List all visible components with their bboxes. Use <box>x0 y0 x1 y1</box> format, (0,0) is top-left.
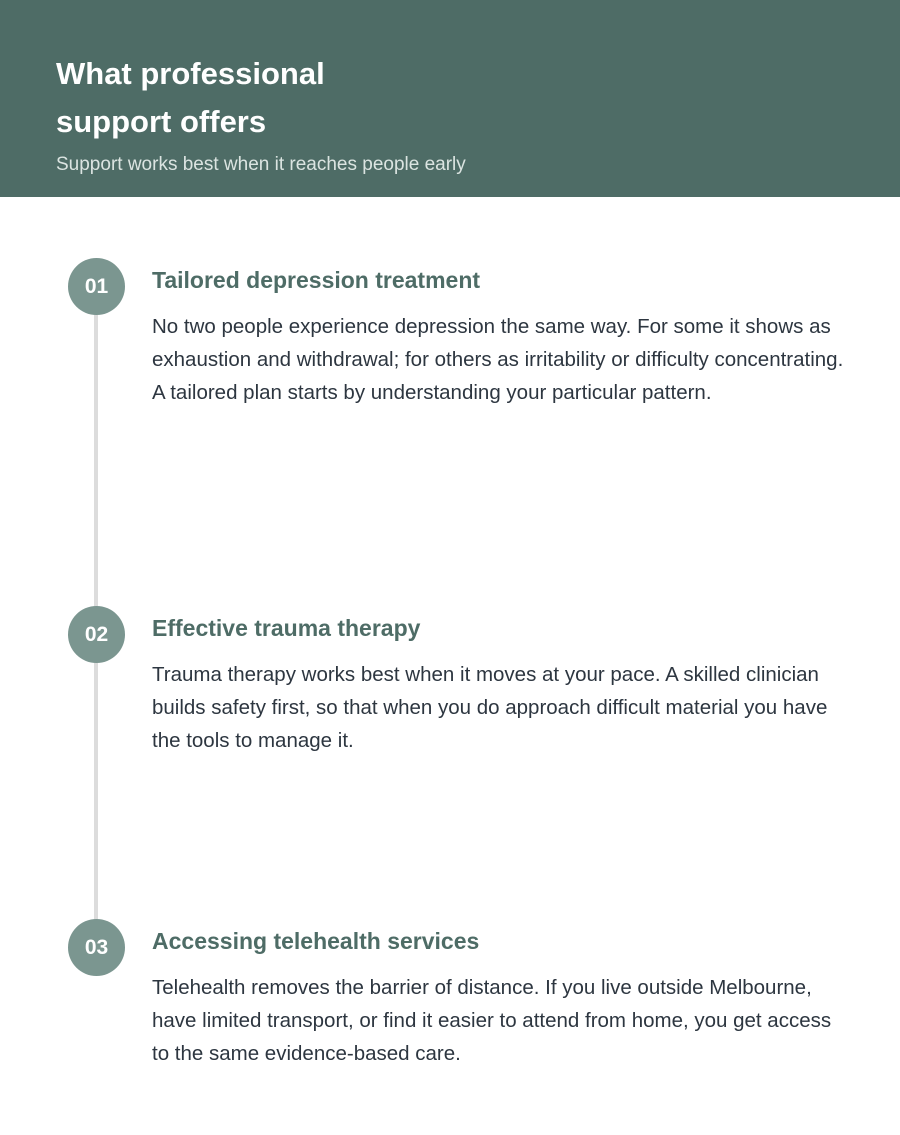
page-subtitle: Support works best when it reaches people early <box>56 154 466 175</box>
support-item-description: Telehealth removes the barrier of distance. If you live outside Melbourne, have limited transport, or find it easier to attend from home, you get access to the same evidence-based care. <box>152 976 832 1065</box>
support-item-description: Trauma therapy works best when it moves at your pace. A skilled clinician builds safety first, so that when you do approach difficult material you have the tools to manage it. <box>152 663 828 752</box>
step-number-badge: 02 <box>68 606 125 663</box>
page-header <box>0 0 900 197</box>
support-item-title: Tailored depression treatment <box>152 267 481 293</box>
step-number-badge: 01 <box>68 258 125 315</box>
page-title: What professional support offers <box>56 56 325 139</box>
step-number-badge: 03 <box>68 919 125 976</box>
support-item-title: Effective trauma therapy <box>152 615 421 641</box>
support-item-title: Accessing telehealth services <box>152 928 480 954</box>
support-item-description: No two people experience depression the same way. For some it shows as exhaustion and withdrawal; for others as irritability or difficulty concentrating. A tailored plan starts by understanding your particular pattern. <box>152 315 844 404</box>
